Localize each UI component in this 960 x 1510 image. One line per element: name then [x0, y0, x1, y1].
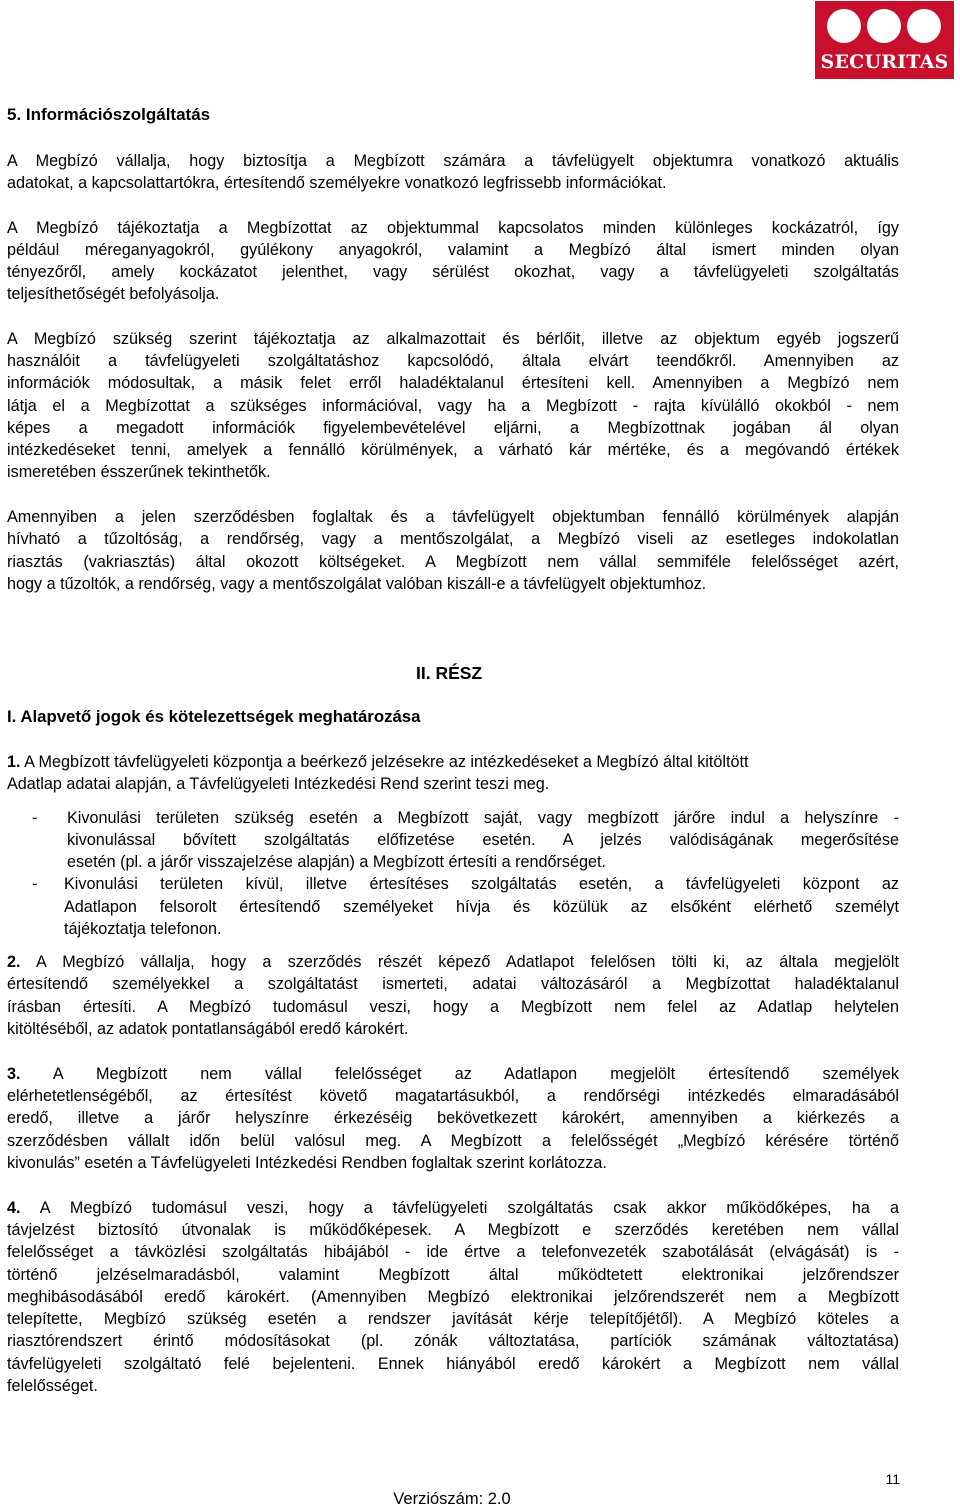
text-line: eredő, illetve a járőr helyszínre érkezéséig bekövetkezett károkért, amennyiben a kiérkezés a	[7, 1109, 899, 1127]
part-subtitle: I. Alapvető jogok és kötelezettségek meghatározása	[7, 707, 421, 726]
bullet-dash: -	[32, 809, 38, 827]
text-line: kitöltéséből, az adatok pontatlanságából eredő károkért.	[7, 1020, 409, 1038]
text-line: teljesíthetőségét befolyásolja.	[7, 285, 220, 303]
bullet-item	[7, 807, 899, 829]
text-line: használóit a távfelügyeleti szolgáltatáshoz kapcsolódó, általa elvárt teendőkről. Amennyiben az	[7, 352, 899, 370]
text-line: tájékoztatja telefonon.	[64, 920, 222, 938]
text-line: hogy a tűzoltók, a rendőrség, vagy a mentőszolgálat valóban kiszáll-e a távfelügyelt objektumhoz.	[7, 575, 707, 593]
bullet-item	[7, 873, 899, 895]
section-heading: 5. Információszolgáltatás	[7, 105, 211, 124]
item-line	[7, 751, 899, 773]
item-text: A Megbízott távfelügyeleti központja a beérkező jelzésekre az intézkedéseket a Megbízó által kitöltött	[24, 753, 749, 771]
bullet-dash: -	[32, 875, 38, 893]
text-line: adatokat, a kapcsolattartókra, értesítendő személyekre vonatkozó legfrissebb információkat.	[7, 174, 667, 192]
text-line: intézkedéseket tenni, amelyek a fennálló körülmények, a várható kár mértéke, és a megóvandó értékek	[7, 441, 899, 459]
text-line: képes a megadott információk figyelembevételével eljárni, a Megbízottnak jogában ál olyan	[7, 419, 899, 437]
logo-dot	[907, 9, 941, 43]
item-line	[7, 951, 899, 973]
text-line: tényezőről, amely kockázatot jelenthet, vagy sérülést okozhat, vagy a távfelügyeleti szolgáltatás	[7, 263, 899, 281]
text-line: például méreganyagokról, gyúlékony anyagokról, valamint a Megbízó által ismert minden olyan	[7, 241, 899, 259]
text-line: A Megbízó vállalja, hogy biztosítja a Megbízott számára a távfelügyelt objektumra vonatkozó aktuális	[7, 152, 899, 170]
item-number: 3.	[7, 1065, 21, 1083]
part-title: II. RÉSZ	[416, 663, 483, 683]
text-line: látja el a Megbízottat a szükséges információval, vagy ha a Megbízott - rajta kívülálló okokból - nem	[7, 397, 899, 415]
text-line: történő jelzéselmaradásból, valamint Megbízott által működtetett elektronikai jelzőrendszer	[7, 1266, 899, 1284]
text-line: felelősséget a távközlési szolgáltatás hibájából - ide értve a telefonvezeték szabotálását (elvágását) is -	[7, 1243, 899, 1261]
text-line: A Megbízó szükség szerint tájékoztatja az alkalmazottait és bérlőit, illetve az objektum egyéb jogszerű	[7, 330, 899, 348]
text-line: Kivonulási területen szükség esetén a Megbízott saját, vagy megbízott járőre indul a helyszínre -	[67, 809, 899, 827]
text-line: esetén (pl. a járőr visszajelzése alapján) a Megbízott értesíti a rendőrséget.	[67, 853, 606, 871]
text-line: meghibásodásából eredő károkért. (Amennyiben Megbízó elektronikai jelzőrendszerét nem a Megbízott	[7, 1288, 899, 1306]
text-line: ismeretében ésszerűnek tekinthetők.	[7, 463, 271, 481]
text-line: kivonulással bővített szolgáltatás előfizetése esetén. A jelzés valódiságának megerősítése	[67, 831, 899, 849]
version-label: Verziószám: 2.0	[393, 1490, 511, 1508]
text-line: elérhetetlenségéből, az értesítést követő magatartásukból, a rendőrségi intézkedés elmaradásából	[7, 1087, 899, 1105]
item-number: 1.	[7, 753, 21, 771]
item-line	[7, 1197, 899, 1219]
text-line: telepítette, Megbízó szükség esetén a rendszer javítását kérje telepítőjétől). A Megbízó köteles a	[7, 1310, 899, 1328]
text-line: Amennyiben a jelen szerződésben foglaltak és a távfelügyelt objektumban fennálló körülmények alapján	[7, 508, 899, 526]
text-line: információk módosultak, a másik felet erről haladéktalanul értesíteni kell. Amennyiben a Megbízó nem	[7, 374, 899, 392]
text-line: Adatlap adatai alapján, a Távfelügyeleti Intézkedési Rend szerint teszi meg.	[7, 775, 550, 793]
text-line: távjelzést biztosító útvonalak is működőképesek. A Megbízott e szerződés keretében nem vállal	[7, 1221, 899, 1239]
logo-wordmark: SECURITAS	[820, 51, 949, 73]
text-line: riasztás (vakriasztás) által okozott költségeket. A Megbízott nem vállal semmiféle felelősséget azért,	[7, 553, 899, 571]
text-line: értesítendő személyekkel a szolgáltatást ismerteti, adatai változásáról a Megbízottat haladéktalanul	[7, 975, 899, 993]
item-number: 4.	[7, 1199, 21, 1217]
logo-dot	[867, 9, 901, 43]
text-line: riasztórendszert érintő módosításokat (pl. zónák változtatása, partíciók számának változtatása)	[7, 1332, 899, 1350]
item-text: A Megbízó tudomásul veszi, hogy a távfelügyeleti szolgáltatás csak akkor működőképes, ha a	[39, 1199, 899, 1217]
item-line	[7, 1063, 899, 1085]
securitas-logo	[815, 1, 954, 79]
item-number: 2.	[7, 953, 21, 971]
item-text: A Megbízó vállalja, hogy a szerződés részét képező Adatlapot felelősen tölti ki, az általa megjelölt	[35, 953, 900, 971]
text-line: szerződésben vállalt időn belül valósul meg. A Megbízott a felelősségét „Megbízó kérésére történő	[7, 1132, 899, 1150]
text-line: írásban értesíti. A Megbízó tudomásul veszi, hogy a Megbízott nem felel az Adatlap helytelen	[7, 998, 899, 1016]
logo-dot	[827, 9, 861, 43]
text-line: kivonulás” esetén a Távfelügyeleti Intézkedési Rendben foglaltak szerint korlátozza.	[7, 1154, 607, 1172]
text-line: A Megbízó tájékoztatja a Megbízottat az objektummal kapcsolatos minden különleges kockázatról, így	[7, 219, 899, 237]
text-line: távfelügyeleti szolgáltató felé bejelenteni. Ennek hiányából eredő károkért a Megbízott nem vállal	[7, 1355, 899, 1373]
item-text: A Megbízott nem vállal felelősséget az Adatlapon megjelölt értesítendő személyek	[52, 1065, 900, 1083]
page-number: 11	[885, 1471, 900, 1487]
text-line: Adatlapon felsorolt értesítendő személyeket hívja és közülük az elsőként elérhető személyt	[64, 898, 899, 916]
text-line: felelősséget.	[7, 1377, 98, 1395]
text-line: Kivonulási területen kívül, illetve értesítéses szolgáltatás esetén, a távfelügyeleti központ az	[64, 875, 899, 893]
text-line: hívható a tűzoltóság, a rendőrség, vagy a mentőszolgálat, a Megbízó viseli az esetleges indokolatlan	[7, 530, 899, 548]
